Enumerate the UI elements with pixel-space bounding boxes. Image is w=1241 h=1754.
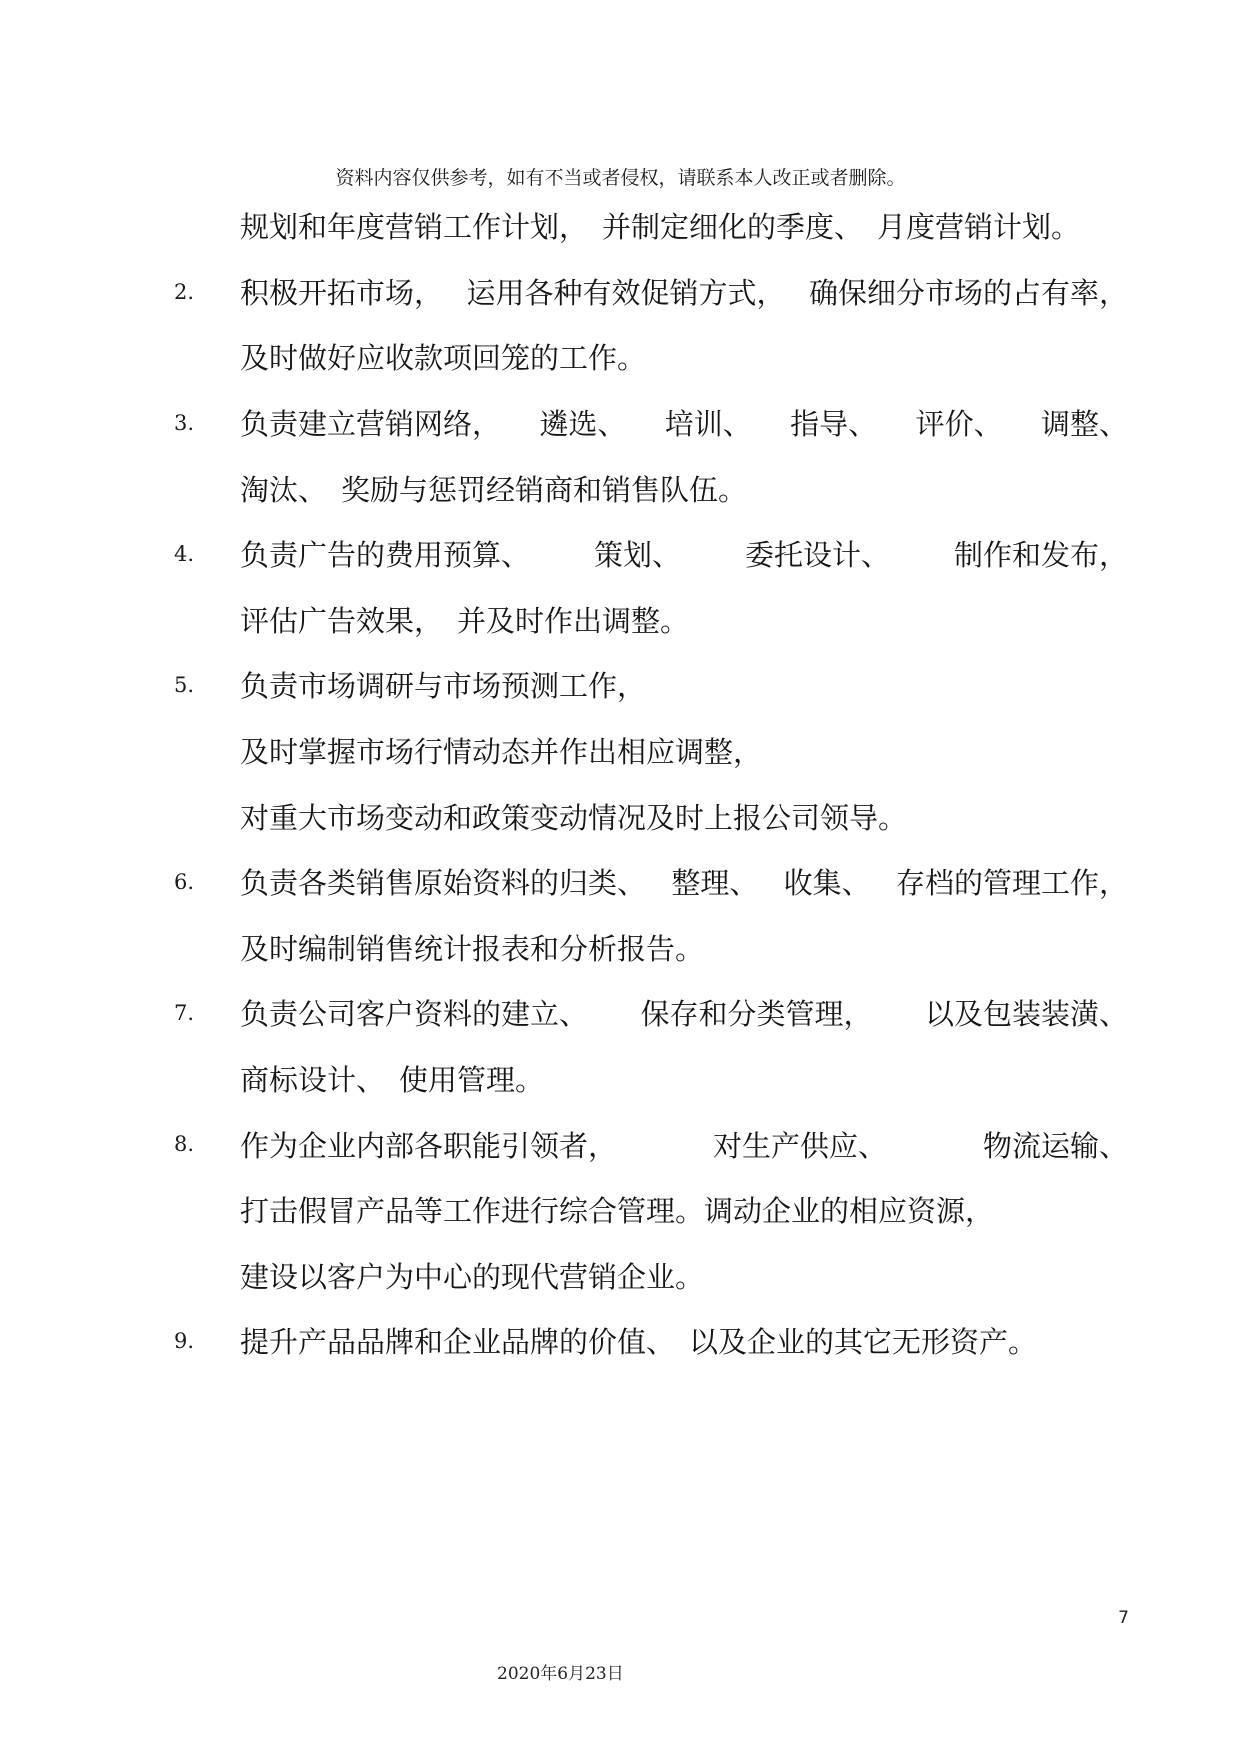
text-segment: 委托设计、	[744, 538, 890, 573]
text-segment: 收集、	[783, 866, 871, 901]
item-number: 6.	[174, 869, 195, 894]
text-segment: 并及时作出调整。	[457, 603, 690, 638]
text-segment: 及时做好应收款项回笼的工作。	[240, 341, 647, 376]
item-number: 7.	[174, 1001, 195, 1026]
text-segment: 以及包装装潢、	[924, 997, 1128, 1032]
page-number: 7	[1118, 1608, 1129, 1628]
document-body	[174, 193, 1128, 1374]
text-segment: 建设以客户为中心的现代营销企业。	[240, 1259, 705, 1294]
item-number: 9.	[174, 1329, 195, 1354]
text-segment: 淘汰、	[240, 472, 328, 507]
text-segment: 遴选、	[539, 407, 627, 442]
text-segment: 整理、	[671, 866, 759, 901]
list-item	[240, 193, 1128, 259]
text-segment: 并制定细化的季度、	[602, 210, 864, 245]
header-notice: 资料内容仅供参考，如有不当或者侵权，请联系本人改正或者删除。	[335, 167, 906, 189]
list-item	[174, 521, 1128, 652]
text-segment: 积极开拓市场，	[240, 275, 444, 310]
text-segment: 负责各类销售原始资料的归类、	[240, 866, 647, 901]
text-line	[174, 521, 1128, 587]
text-segment: 负责市场调研与市场预测工作，	[240, 669, 647, 704]
text-line	[174, 390, 1128, 456]
text-line	[174, 1308, 1128, 1374]
text-segment: 负责公司客户资料的建立、	[240, 997, 589, 1032]
text-segment: 评价、	[915, 407, 1003, 442]
text-segment: 规划和年度营销工作计划，	[240, 210, 589, 245]
list-item	[174, 652, 1128, 849]
footer-date: 2020年6月23日	[497, 1664, 624, 1684]
text-segment: 及时掌握市场行情动态并作出相应调整，	[240, 735, 763, 770]
text-segment: 运用各种有效促销方式，	[466, 275, 786, 310]
text-line	[240, 193, 1128, 259]
text-line	[240, 783, 1128, 849]
text-segment: 负责广告的费用预算、	[240, 538, 531, 573]
text-line	[174, 259, 1128, 325]
list-item	[174, 390, 1128, 521]
text-segment: 打击假冒产品等工作进行综合管理。调动企业的相应资源，	[240, 1194, 995, 1229]
text-segment: 作为企业内部各职能引领者，	[240, 1128, 618, 1163]
list-item	[174, 980, 1128, 1111]
text-segment: 培训、	[664, 407, 752, 442]
text-line	[174, 652, 1128, 718]
text-segment: 保存和分类管理，	[640, 997, 873, 1032]
text-segment: 确保细分市场的占有率，	[808, 275, 1128, 310]
item-number: 3.	[174, 410, 195, 435]
text-segment: 调整、	[1040, 407, 1128, 442]
text-segment: 及时编制销售统计报表和分析报告。	[240, 931, 705, 966]
text-segment: 制作和发布，	[953, 538, 1128, 573]
text-segment: 存档的管理工作，	[895, 866, 1128, 901]
list-item	[174, 259, 1128, 390]
text-segment: 评估广告效果，	[240, 603, 444, 638]
text-segment: 物流运输、	[982, 1128, 1128, 1163]
text-segment: 对重大市场变动和政策变动情况及时上报公司领导。	[240, 800, 908, 835]
text-segment: 奖励与惩罚经销商和销售队伍。	[341, 472, 748, 507]
list-item	[174, 1308, 1128, 1374]
text-segment: 月度营销计划。	[877, 210, 1081, 245]
text-line	[240, 1046, 1128, 1112]
text-line	[174, 849, 1128, 915]
text-line	[174, 1111, 1128, 1177]
text-segment: 提升产品品牌和企业品牌的价值、	[240, 1325, 676, 1360]
text-segment: 商标设计、	[240, 1063, 386, 1098]
text-segment: 策划、	[593, 538, 681, 573]
text-line	[240, 915, 1128, 981]
list-item	[174, 1111, 1128, 1308]
text-line	[240, 587, 1128, 653]
text-line	[240, 718, 1128, 784]
text-line	[240, 324, 1128, 390]
text-line	[240, 1177, 1128, 1243]
text-segment: 指导、	[790, 407, 878, 442]
text-line	[174, 980, 1128, 1046]
item-number: 4.	[174, 541, 195, 566]
item-number: 5.	[174, 673, 195, 698]
text-line	[240, 455, 1128, 521]
item-number: 8.	[174, 1132, 195, 1157]
text-segment: 以及企业的其它无形资产。	[689, 1325, 1038, 1360]
text-segment: 使用管理。	[399, 1063, 545, 1098]
text-segment: 对生产供应、	[712, 1128, 887, 1163]
text-segment: 负责建立营销网络，	[240, 407, 502, 442]
text-line	[240, 1243, 1128, 1309]
item-number: 2.	[174, 279, 195, 304]
list-item	[174, 849, 1128, 980]
